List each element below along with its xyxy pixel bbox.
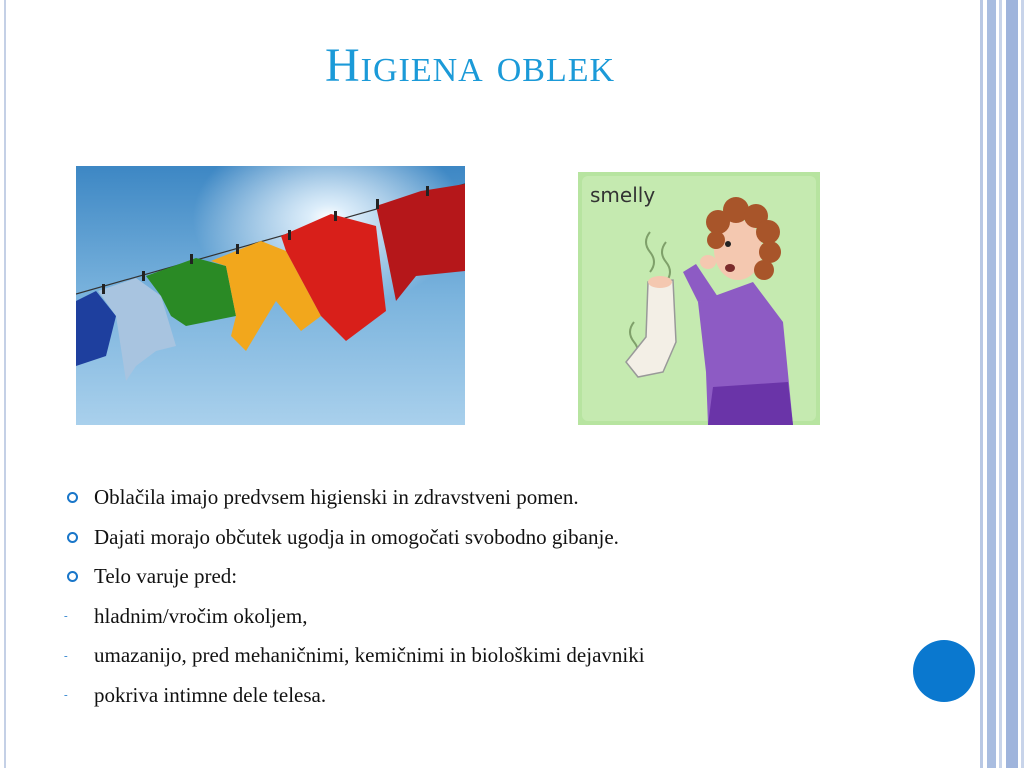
bullet-ring-icon (67, 492, 78, 503)
bullet-text: Dajati morajo občutek ugodja in omogočati svobodno gibanje. (94, 524, 619, 549)
bullet-item (60, 518, 920, 558)
bullet-item (60, 557, 920, 597)
bullet-text: pokriva intimne dele telesa. (94, 682, 327, 707)
slide-title: Higiena oblek (324, 39, 616, 92)
clothesline-photo (76, 166, 465, 425)
bullet-item (60, 676, 920, 716)
right-decorative-bars (980, 0, 1024, 768)
bullet-ring-icon (67, 571, 78, 582)
bullet-item (60, 636, 920, 676)
bullet-dash-icon: - (64, 610, 68, 623)
smelly-sock-cartoon (578, 172, 820, 425)
bullet-dash-icon: - (64, 689, 68, 702)
bullet-text: Telo varuje pred: (94, 564, 238, 589)
left-border-line (4, 0, 6, 768)
bullet-ring-icon (67, 532, 78, 543)
bullet-dash-icon: - (64, 649, 68, 662)
cartoon-caption: smelly (590, 183, 656, 207)
decorative-circle (913, 640, 975, 702)
bullet-text: hladnim/vročim okoljem, (94, 603, 308, 628)
bullet-item (60, 597, 920, 637)
bullet-item (60, 478, 920, 518)
bullet-text: umazanijo, pred mehaničnimi, kemičnimi in biološkimi dejavniki (94, 643, 645, 668)
bullet-list (60, 478, 920, 715)
bullet-text: Oblačila imajo predvsem higienski in zdravstveni pomen. (94, 485, 579, 510)
